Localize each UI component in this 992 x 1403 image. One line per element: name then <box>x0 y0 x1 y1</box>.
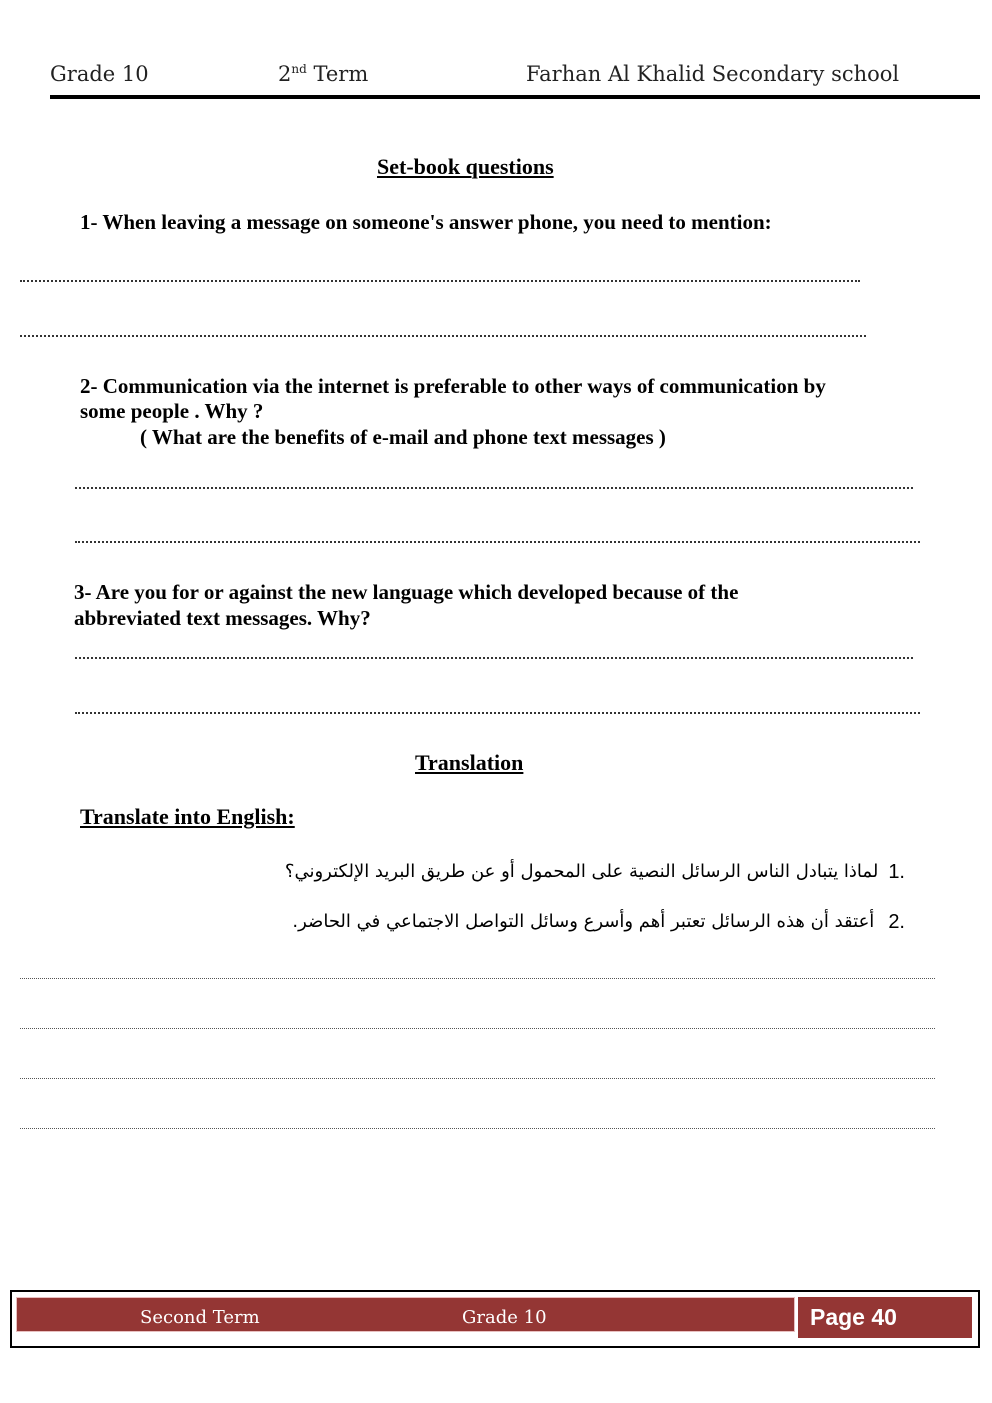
setbook-title: Set-book questions <box>377 154 554 179</box>
arabic-text: لماذا يتبادل الناس الرسائل النصية على المحمول أو عن طريق البريد الإلكتروني؟ <box>284 861 879 882</box>
question-2-line2: some people . Why ? <box>80 399 264 423</box>
header-rule <box>50 95 980 99</box>
answer-line[interactable] <box>20 335 866 337</box>
answer-line[interactable] <box>75 541 920 543</box>
footer-term: Second Term <box>140 1307 260 1328</box>
question-1: 1- When leaving a message on someone's answer phone, you need to mention: <box>80 210 772 234</box>
answer-line[interactable] <box>20 1028 935 1029</box>
arabic-sentence-1 <box>285 861 905 884</box>
footer-grade: Grade 10 <box>462 1307 547 1328</box>
item-number: 1. <box>888 861 905 883</box>
answer-line[interactable] <box>75 487 913 489</box>
answer-line[interactable] <box>20 1078 935 1079</box>
translate-heading: Translate into English: <box>80 804 295 829</box>
answer-line[interactable] <box>20 280 860 282</box>
footer-bar <box>16 1297 795 1332</box>
question-2-line3: ( What are the benefits of e-mail and phone text messages ) <box>140 425 666 449</box>
answer-line[interactable] <box>75 712 920 714</box>
answer-line[interactable] <box>20 978 935 979</box>
header-term <box>278 62 368 86</box>
arabic-text: أعتقد أن هذه الرسائل تعتبر أهم وأسرع وسائل التواصل الاجتماعي في الحاضر. <box>292 911 875 932</box>
question-3-line1: 3- Are you for or against the new language which developed because of the <box>74 580 739 604</box>
translation-title: Translation <box>415 750 524 775</box>
answer-line[interactable] <box>20 1128 935 1129</box>
term-word: Term <box>306 62 369 86</box>
arabic-sentence-2 <box>292 911 905 934</box>
header-grade: Grade 10 <box>50 62 149 86</box>
term-number: 2 <box>278 62 292 86</box>
page-number: Page 40 <box>810 1304 897 1330</box>
term-suffix: nd <box>291 62 307 76</box>
answer-line[interactable] <box>75 657 913 659</box>
question-3-line2: abbreviated text messages. Why? <box>74 606 371 630</box>
header-school: Farhan Al Khalid Secondary school <box>526 62 900 86</box>
question-2-line1: 2- Communication via the internet is preferable to other ways of communication by <box>80 374 826 398</box>
item-number: 2. <box>888 911 905 933</box>
